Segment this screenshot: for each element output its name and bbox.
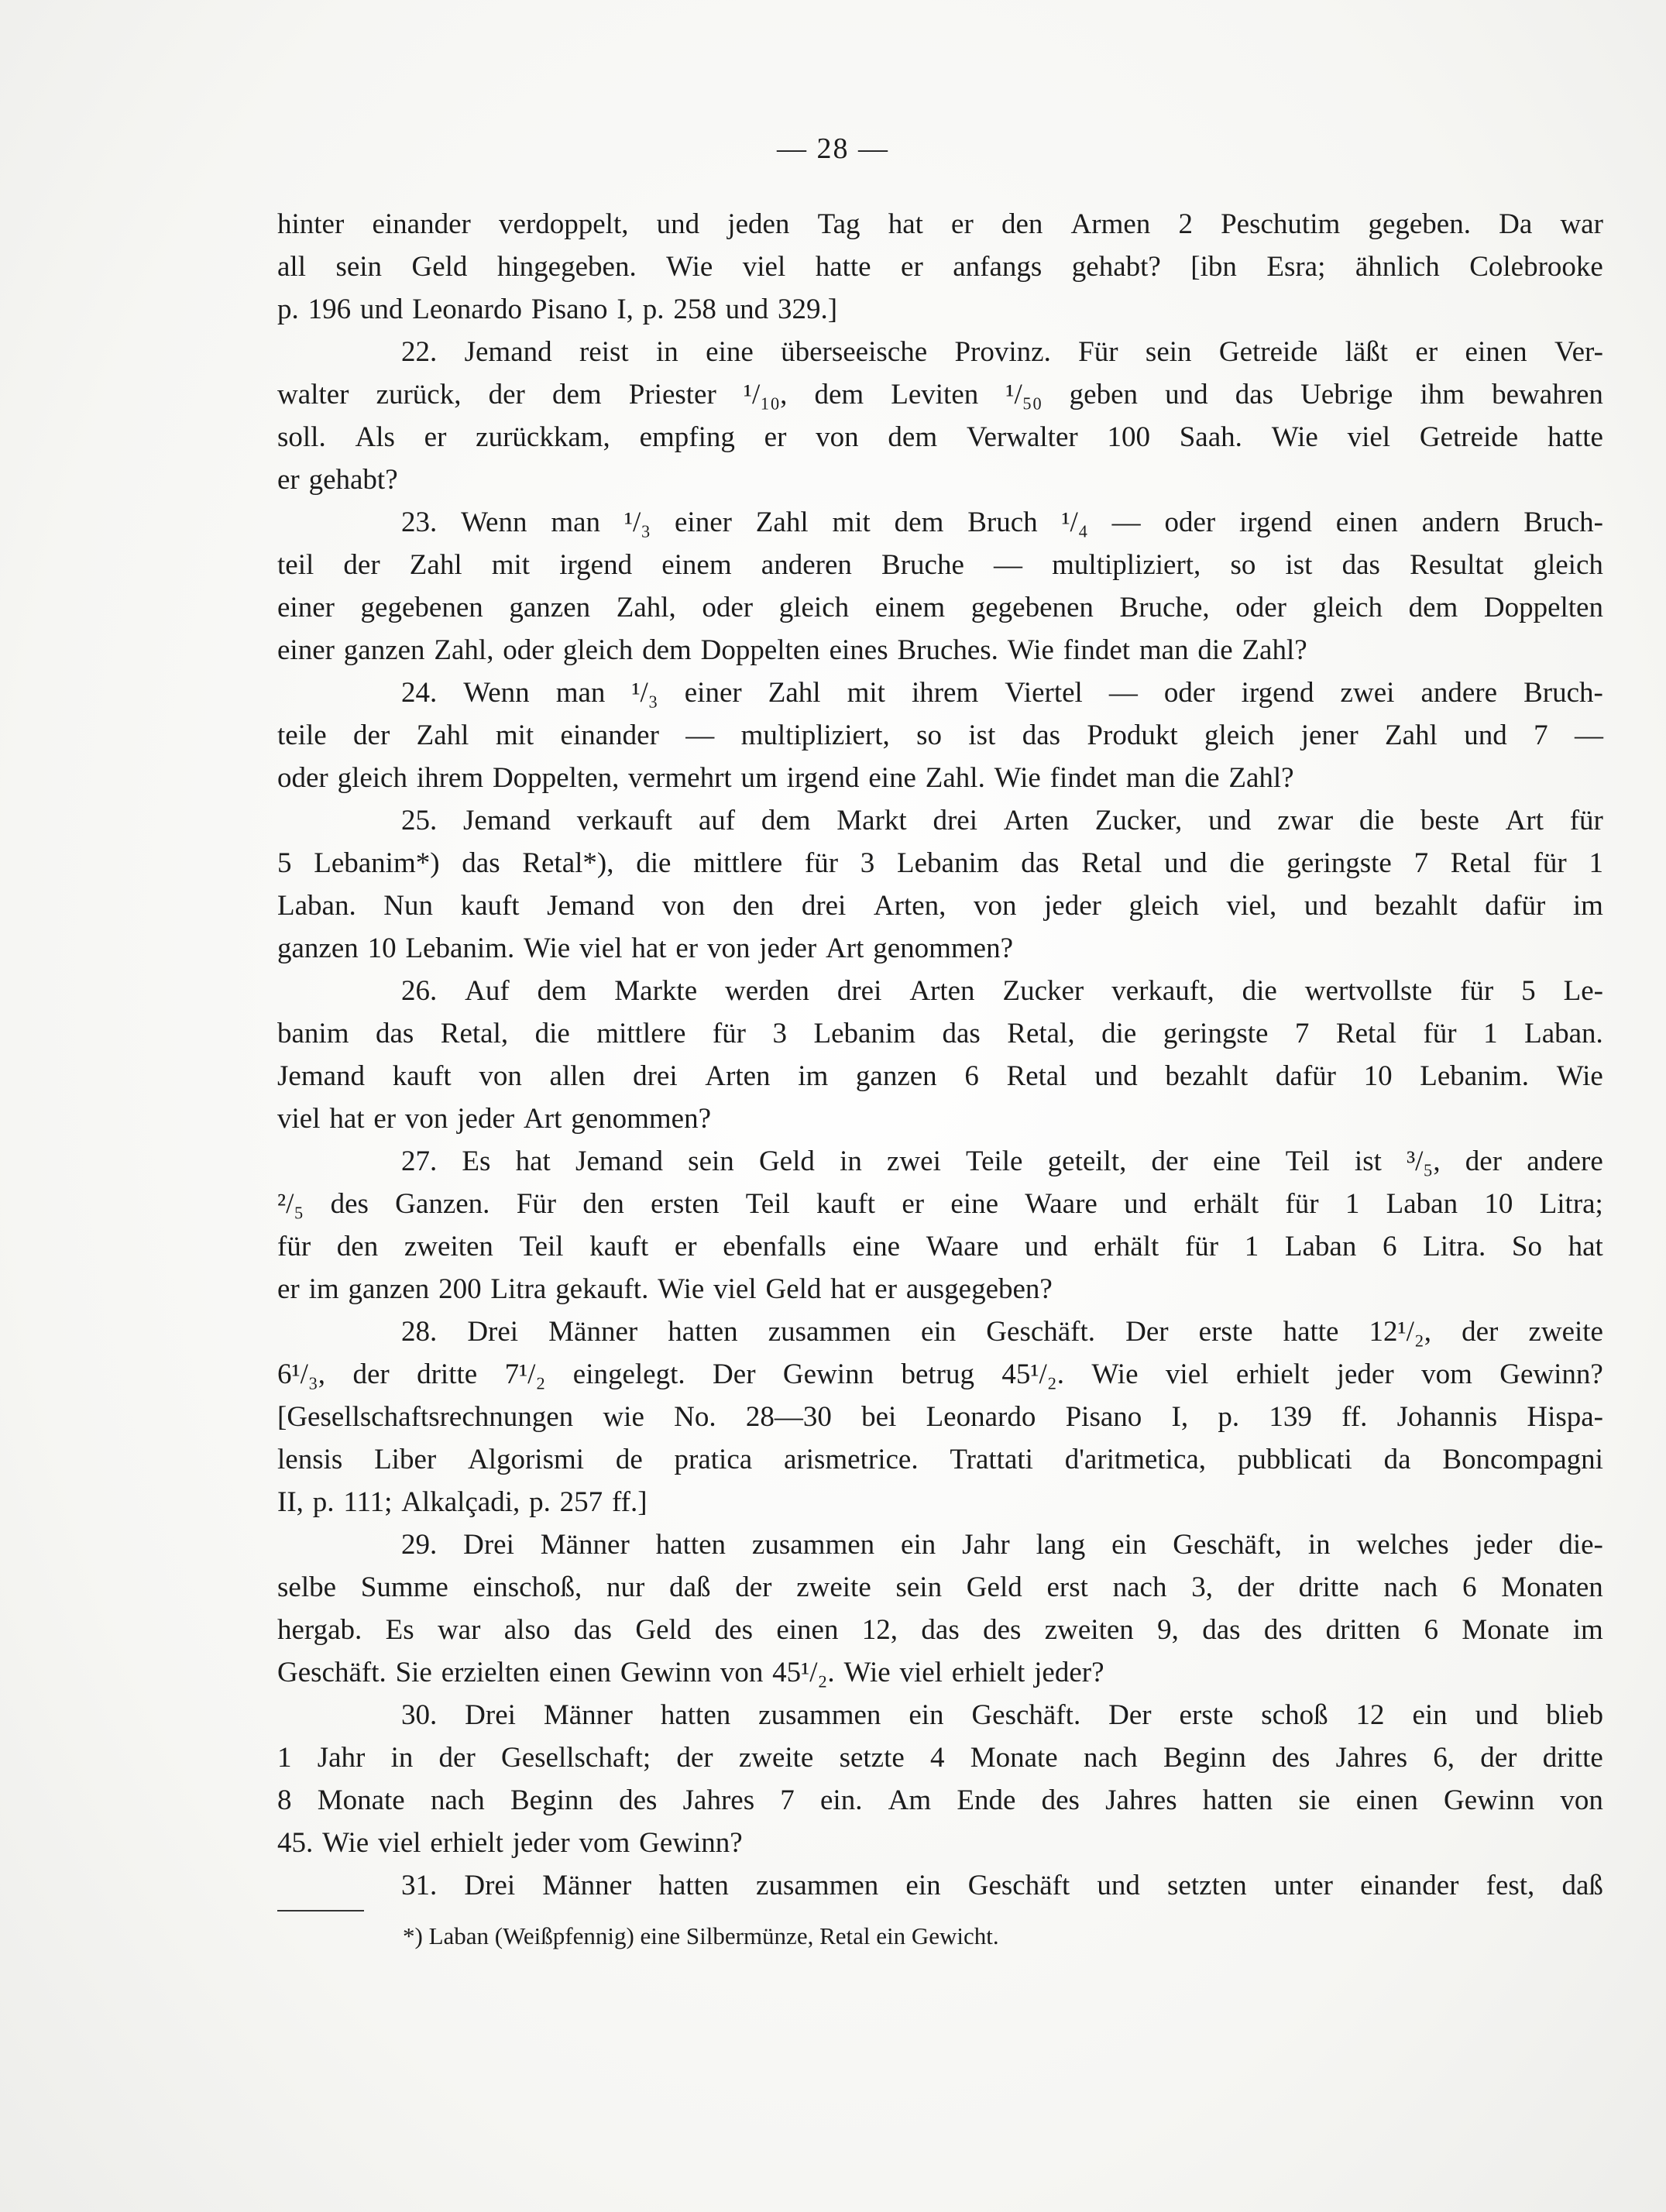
text-line: 23. Wenn man ¹/₃ einer Zahl mit dem Bruch ¹/₄ — oder irgend einen andern Bruch-: [401, 507, 1603, 538]
text-line: 30. Drei Männer hatten zusammen ein Geschäft. Der erste schoß 12 ein und blieb: [401, 1699, 1603, 1731]
text-line: 28. Drei Männer hatten zusammen ein Geschäft. Der erste hatte 12¹/₂, der zweite: [401, 1316, 1603, 1348]
text-line: er gehabt?: [277, 464, 398, 496]
text-line: 1 Jahr in der Gesellschaft; der zweite setzte 4 Monate nach Beginn des Jahres 6, der dritte: [277, 1742, 1603, 1774]
text-line: walter zurück, der dem Priester ¹/₁₀, dem Leviten ¹/₅₀ geben und das Uebrige ihm bewahren: [277, 379, 1603, 410]
text-line: teil der Zahl mit irgend einem anderen Bruche — multipliziert, so ist das Resultat gleich: [277, 549, 1603, 581]
text-line: 6¹/₃, der dritte 7¹/₂ eingelegt. Der Gewinn betrug 45¹/₂. Wie viel erhielt jeder vom Gewinn?: [277, 1358, 1603, 1390]
text-line: 31. Drei Männer hatten zusammen ein Geschäft und setzten unter einander fest, daß: [401, 1870, 1603, 1901]
text-line: ²/₅ des Ganzen. Für den ersten Teil kauft er eine Waare und erhält für 1 Laban 10 Litra;: [277, 1188, 1603, 1220]
text-line: oder gleich ihrem Doppelten, vermehrt um irgend eine Zahl. Wie findet man die Zahl?: [277, 762, 1294, 794]
text-line: er im ganzen 200 Litra gekauft. Wie viel Geld hat er ausgegeben?: [277, 1273, 1053, 1305]
text-line: ganzen 10 Lebanim. Wie viel hat er von jeder Art genommen?: [277, 933, 1014, 964]
text-line: 8 Monate nach Beginn des Jahres 7 ein. Am Ende des Jahres hatten sie einen Gewinn von: [277, 1784, 1603, 1816]
text-line: teile der Zahl mit einander — multipliziert, so ist das Produkt gleich jener Zahl und 7 —: [277, 720, 1603, 751]
text-line: Laban. Nun kauft Jemand von den drei Arten, von jeder gleich viel, und bezahlt dafür im: [277, 890, 1603, 922]
text-line: lensis Liber Algorismi de pratica arismetrice. Trattati d'aritmetica, pubblicati da Boncompagni: [277, 1444, 1603, 1475]
text-line: 29. Drei Männer hatten zusammen ein Jahr lang ein Geschäft, in welches jeder die-: [401, 1529, 1603, 1561]
text-line: banim das Retal, die mittlere für 3 Lebanim das Retal, die geringste 7 Retal für 1 Laban.: [277, 1018, 1603, 1049]
text-line: selbe Summe einschoß, nur daß der zweite sein Geld erst nach 3, der dritte nach 6 Monaten: [277, 1571, 1603, 1603]
text-line: II, p. 111; Alkalçadi, p. 257 ff.]: [277, 1486, 648, 1518]
text-line: hergab. Es war also das Geld des einen 12, das des zweiten 9, das des dritten 6 Monate im: [277, 1614, 1603, 1646]
text-line: 26. Auf dem Markte werden drei Arten Zucker verkauft, die wertvollste für 5 Le-: [401, 975, 1603, 1007]
body-text: [277, 203, 1603, 1907]
footnote: *) Laban (Weißpfennig) eine Silbermünze, Retal ein Gewicht.: [403, 1922, 999, 1949]
text-line: 24. Wenn man ¹/₃ einer Zahl mit ihrem Viertel — oder irgend zwei andere Bruch-: [401, 677, 1603, 709]
footnote-rule: [277, 1910, 364, 1911]
text-line: p. 196 und Leonardo Pisano I, p. 258 und 329.]: [277, 294, 838, 325]
text-line: all sein Geld hingegeben. Wie viel hatte er anfangs gehabt? [ibn Esra; ähnlich Colebrooke: [277, 251, 1603, 283]
text-line: 45. Wie viel erhielt jeder vom Gewinn?: [277, 1827, 743, 1859]
text-line: [Gesellschaftsrechnungen wie No. 28—30 bei Leonardo Pisano I, p. 139 ff. Johannis Hispa-: [277, 1401, 1603, 1433]
text-line: einer gegebenen ganzen Zahl, oder gleich einem gegebenen Bruche, oder gleich dem Doppelten: [277, 592, 1603, 623]
page-number: — 28 —: [777, 132, 889, 165]
text-line: Jemand kauft von allen drei Arten im ganzen 6 Retal und bezahlt dafür 10 Lebanim. Wie: [277, 1060, 1603, 1092]
text-line: einer ganzen Zahl, oder gleich dem Doppelten eines Bruches. Wie findet man die Zahl?: [277, 634, 1307, 666]
text-line: 25. Jemand verkauft auf dem Markt drei Arten Zucker, und zwar die beste Art für: [401, 805, 1603, 836]
text-line: hinter einander verdoppelt, und jeden Tag hat er den Armen 2 Peschutim gegeben. Da war: [277, 208, 1603, 240]
text-line: Geschäft. Sie erzielten einen Gewinn von 45¹/₂. Wie viel erhielt jeder?: [277, 1657, 1104, 1688]
text-line: 5 Lebanim*) das Retal*), die mittlere für 3 Lebanim das Retal und die geringste 7 Retal für 1: [277, 847, 1603, 879]
text-line: viel hat er von jeder Art genommen?: [277, 1103, 712, 1135]
text-line: 27. Es hat Jemand sein Geld in zwei Teile geteilt, der eine Teil ist ³/₅, der andere: [401, 1146, 1603, 1177]
text-line: 22. Jemand reist in eine überseeische Provinz. Für sein Getreide läßt er einen Ver-: [401, 336, 1603, 368]
text-line: soll. Als er zurückkam, empfing er von dem Verwalter 100 Saah. Wie viel Getreide hatte: [277, 421, 1603, 453]
text-line: für den zweiten Teil kauft er ebenfalls eine Waare und erhält für 1 Laban 6 Litra. So hat: [277, 1231, 1603, 1262]
